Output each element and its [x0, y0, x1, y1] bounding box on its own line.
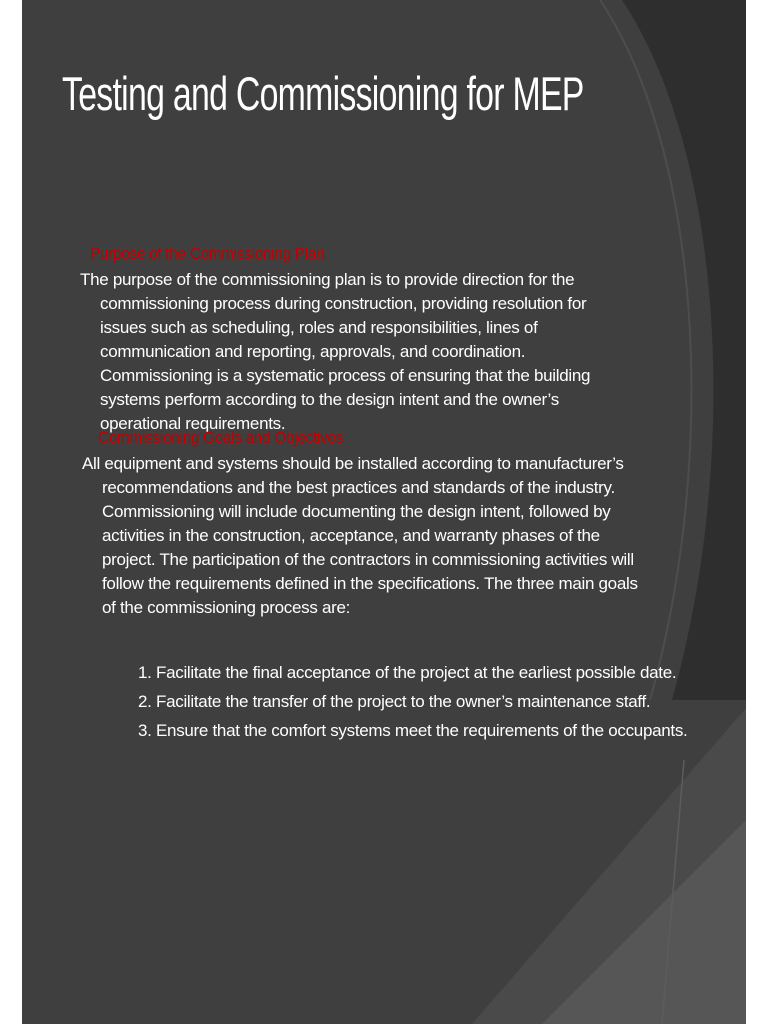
section-heading-purpose: Purpose of the Commissioning Plan	[90, 244, 325, 263]
goal-item: 3. Ensure that the comfort systems meet the requirements of the occupants.	[138, 721, 688, 740]
slide	[22, 0, 746, 1024]
goal-item: 1. Facilitate the final acceptance of the project at the earliest possible date.	[138, 663, 677, 682]
section-goals-objectives	[82, 428, 652, 620]
section-text-purpose: The purpose of the commissioning plan is to provide direction for the commissioning process during construction, providing resolution for issues such as scheduling, roles and responsibilities, lines of communication and reporting, approvals, and coordination. Commissioning is a systematic process of ensuring that the building systems perform according to the design intent and the owner’s operational requirements.	[80, 270, 591, 434]
slide-title: Testing and Commissioning for MEP	[62, 67, 584, 120]
section-text-goals: All equipment and systems should be installed according to manufacturer’s recommendations and the best practices and standards of the industry. Commissioning will include documenting the design intent, followed by activities in the construction, acceptance, and warranty phases of the project. The participation of the contractors in commissioning activities will follow the requirements defined in the specifications. The three main goals of the commissioning process are:	[82, 454, 638, 618]
section-heading-goals: Commissioning Goals and Objectives	[98, 428, 344, 447]
goal-item: 2. Facilitate the transfer of the project to the owner’s maintenance staff.	[138, 692, 651, 711]
goals-list	[138, 658, 698, 745]
section-purpose	[80, 244, 632, 436]
